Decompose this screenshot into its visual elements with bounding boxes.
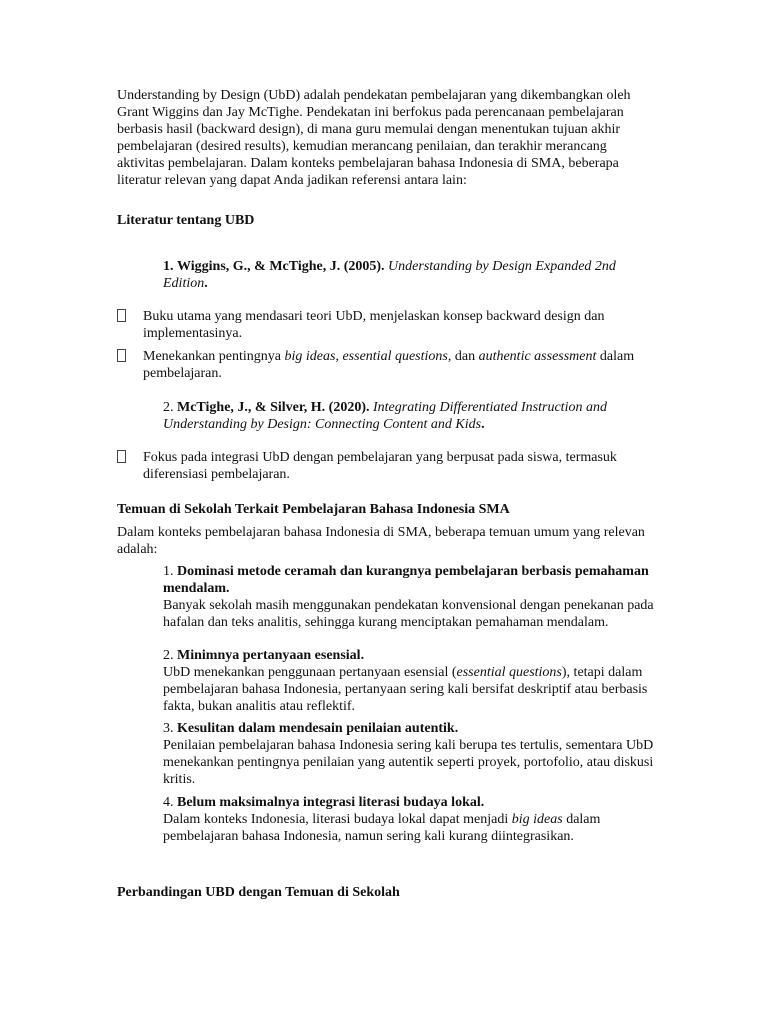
finding-3-title: 3. Kesulitan dalam mendesain penilaian autentik. xyxy=(163,721,459,736)
reference-1-number: 1. xyxy=(163,259,174,274)
reference-2-authors: McTighe, J., & Silver, H. (2020). xyxy=(177,400,370,415)
reference-2-end: . xyxy=(481,417,485,432)
reference-1-title: Understanding by Design Expanded 2nd Edition xyxy=(163,259,616,291)
finding-1-title: 1. Dominasi metode ceramah dan kurangnya pembelajaran berbasis pemahaman mendalam. xyxy=(163,564,649,596)
finding-3-body: Penilaian pembelajaran bahasa Indonesia sering kali berupa tes tertulis, sementara UbD menekankan pentingnya penilaian yang autentik seperti proyek, portofolio, atau diskusi kritis. xyxy=(163,738,654,787)
bullet-text: Buku utama yang mendasari teori UbD, menjelaskan konsep backward design dan implementasinya. xyxy=(143,309,605,341)
bullet-text: Menekankan pentingnya big ideas, essential questions, dan authentic assessment dalam pembelajaran. xyxy=(143,349,635,381)
reference-1-authors: Wiggins, G., & McTighe, J. (2005). xyxy=(177,259,385,274)
finding-2-title: 2. Minimnya pertanyaan esensial. xyxy=(163,648,365,663)
finding-4-body: Dalam konteks Indonesia, literasi budaya lokal dapat menjadi big ideas dalam pembelajaran bahasa Indonesia, namun sering kali kurang diintegrasikan. xyxy=(163,812,601,844)
reference-2-number: 2. xyxy=(163,400,174,415)
bullet-text: Fokus pada integrasi UbD dengan pembelajaran yang berpusat pada siswa, termasuk diferensiasi pembelajaran. xyxy=(143,450,617,482)
section-heading-perbandingan: Perbandingan UBD dengan Temuan di Sekolah xyxy=(117,885,400,900)
finding-2 xyxy=(163,647,659,715)
finding-4-title: 4. Belum maksimalnya integrasi literasi budaya lokal. xyxy=(163,795,485,810)
finding-2-body: UbD menekankan penggunaan pertanyaan esensial (essential questions), tetapi dalam pembelajaran bahasa Indonesia, pertanyaan sering kali bersifat deskriptif atau berbasis fakta, bukan analitis atau reflektif. xyxy=(163,665,648,714)
bullet-icon xyxy=(117,309,126,322)
reference-2-title: Integrating Differentiated Instruction and Understanding by Design: Connecting Content and Kids xyxy=(163,400,607,432)
finding-1-body: Banyak sekolah masih menggunakan pendekatan konvensional dengan penekanan pada hafalan dan teks analitis, sehingga kurang menciptakan pemahaman mendalam. xyxy=(163,598,654,630)
reference-1 xyxy=(163,258,659,292)
intro-paragraph: Understanding by Design (UbD) adalah pendekatan pembelajaran yang dikembangkan oleh Grant Wiggins dan Jay McTighe. Pendekatan ini berfokus pada perencanaan pembelajaran berbasis hasil (backward design), di mana guru memulai dengan menentukan tujuan akhir pembelajaran (desired results), kemudian merancang penilaian, dan terakhir merancang aktivitas pembelajaran. Dalam konteks pembelajaran bahasa Indonesia di SMA, beberapa literatur relevan yang dapat Anda jadikan referensi antara lain: xyxy=(117,88,631,188)
reference-2 xyxy=(163,399,659,433)
section-heading-temuan: Temuan di Sekolah Terkait Pembelajaran Bahasa Indonesia SMA xyxy=(117,502,510,517)
section-heading-literatur: Literatur tentang UBD xyxy=(117,213,255,228)
bullet-icon xyxy=(117,349,126,362)
finding-1 xyxy=(163,563,659,631)
bullet-icon xyxy=(117,450,126,463)
finding-3 xyxy=(163,720,659,788)
reference-1-end: . xyxy=(204,276,208,291)
finding-4 xyxy=(163,794,659,845)
temuan-intro: Dalam konteks pembelajaran bahasa Indonesia di SMA, beberapa temuan umum yang relevan adalah: xyxy=(117,525,645,557)
